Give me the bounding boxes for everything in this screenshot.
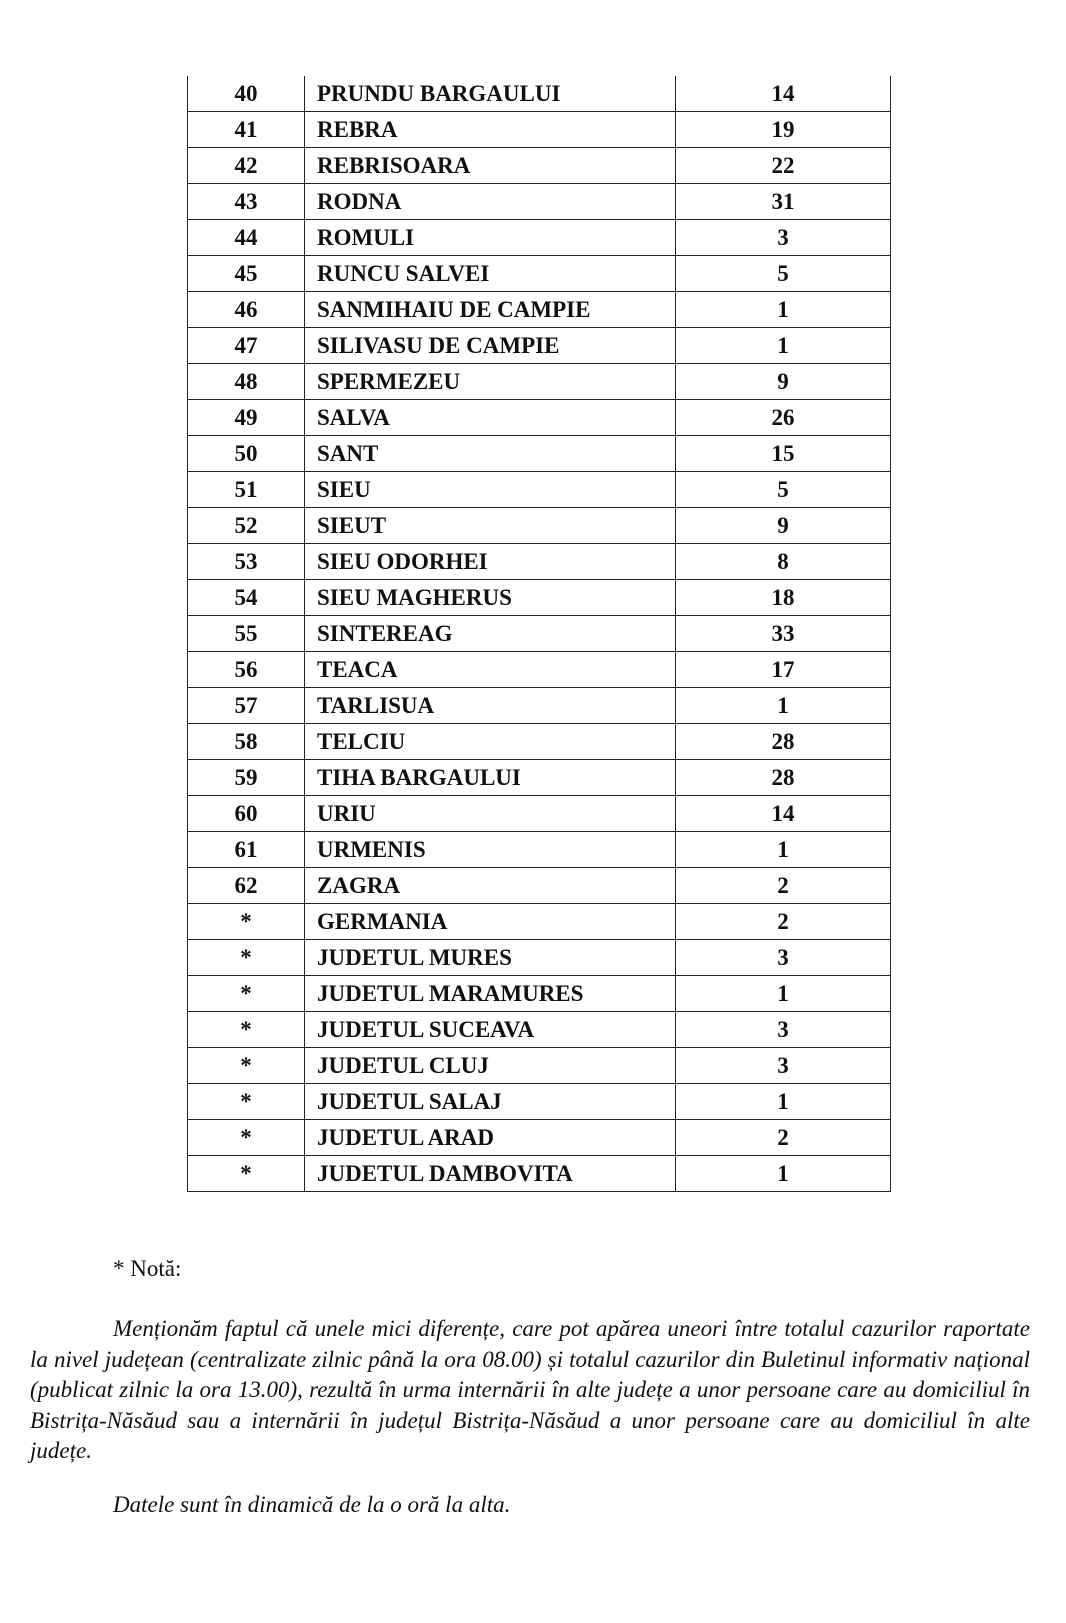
table-row (188, 760, 891, 796)
table-row (188, 256, 891, 292)
case-count: 5 (676, 472, 891, 508)
locality-name: TEACA (305, 652, 676, 688)
row-number: * (188, 1156, 305, 1192)
case-count: 33 (676, 616, 891, 652)
row-number: 42 (188, 148, 305, 184)
table-row (188, 76, 891, 112)
locality-name: TELCIU (305, 724, 676, 760)
table-row (188, 724, 891, 760)
case-count: 8 (676, 544, 891, 580)
locality-name: TARLISUA (305, 688, 676, 724)
case-count: 3 (676, 1012, 891, 1048)
locality-name: SIEUT (305, 508, 676, 544)
locality-name: SINTEREAG (305, 616, 676, 652)
locality-name: PRUNDU BARGAULUI (305, 76, 676, 112)
case-count: 28 (676, 724, 891, 760)
row-number: * (188, 904, 305, 940)
cases-table-body (188, 76, 891, 1192)
case-count: 17 (676, 652, 891, 688)
row-number: * (188, 1048, 305, 1084)
table-row (188, 508, 891, 544)
row-number: 59 (188, 760, 305, 796)
locality-name: JUDETUL SUCEAVA (305, 1012, 676, 1048)
case-count: 2 (676, 904, 891, 940)
table-row (188, 688, 891, 724)
locality-name: RUNCU SALVEI (305, 256, 676, 292)
table-row (188, 436, 891, 472)
case-count: 1 (676, 1156, 891, 1192)
table-row (188, 1048, 891, 1084)
row-number: 48 (188, 364, 305, 400)
table-row (188, 616, 891, 652)
locality-name: TIHA BARGAULUI (305, 760, 676, 796)
locality-name: JUDETUL SALAJ (305, 1084, 676, 1120)
locality-name: SPERMEZEU (305, 364, 676, 400)
case-count: 3 (676, 220, 891, 256)
row-number: 55 (188, 616, 305, 652)
case-count: 26 (676, 400, 891, 436)
table-row (188, 364, 891, 400)
row-number: 51 (188, 472, 305, 508)
case-count: 2 (676, 868, 891, 904)
row-number: 62 (188, 868, 305, 904)
row-number: * (188, 976, 305, 1012)
case-count: 1 (676, 328, 891, 364)
locality-name: URIU (305, 796, 676, 832)
case-count: 1 (676, 832, 891, 868)
case-count: 28 (676, 760, 891, 796)
case-count: 1 (676, 688, 891, 724)
table-row (188, 904, 891, 940)
locality-name: RODNA (305, 184, 676, 220)
row-number: 44 (188, 220, 305, 256)
case-count: 9 (676, 508, 891, 544)
case-count: 2 (676, 1120, 891, 1156)
table-row (188, 400, 891, 436)
case-count: 5 (676, 256, 891, 292)
row-number: 58 (188, 724, 305, 760)
locality-name: SILIVASU DE CAMPIE (305, 328, 676, 364)
locality-name: REBRA (305, 112, 676, 148)
table-row (188, 148, 891, 184)
case-count: 15 (676, 436, 891, 472)
row-number: 40 (188, 76, 305, 112)
locality-name: JUDETUL DAMBOVITA (305, 1156, 676, 1192)
table-row (188, 544, 891, 580)
case-count: 22 (676, 148, 891, 184)
cases-table (187, 76, 891, 1192)
note-title: * Notă: (113, 1256, 182, 1281)
row-number: 45 (188, 256, 305, 292)
locality-name: SANT (305, 436, 676, 472)
table-row (188, 292, 891, 328)
table-row (188, 652, 891, 688)
case-count: 14 (676, 796, 891, 832)
table-row (188, 940, 891, 976)
table-row (188, 1084, 891, 1120)
row-number: 56 (188, 652, 305, 688)
locality-name: JUDETUL MURES (305, 940, 676, 976)
row-number: 52 (188, 508, 305, 544)
row-number: * (188, 1084, 305, 1120)
table-row (188, 184, 891, 220)
locality-name: SIEU ODORHEI (305, 544, 676, 580)
table-row (188, 976, 891, 1012)
case-count: 18 (676, 580, 891, 616)
note-section (30, 1256, 1030, 1518)
row-number: 41 (188, 112, 305, 148)
row-number: * (188, 1012, 305, 1048)
locality-name: ZAGRA (305, 868, 676, 904)
locality-name: GERMANIA (305, 904, 676, 940)
table-row (188, 472, 891, 508)
case-count: 19 (676, 112, 891, 148)
case-count: 1 (676, 292, 891, 328)
row-number: 46 (188, 292, 305, 328)
row-number: 60 (188, 796, 305, 832)
table-row (188, 1012, 891, 1048)
locality-name: SALVA (305, 400, 676, 436)
table-row (188, 868, 891, 904)
row-number: * (188, 940, 305, 976)
row-number: 54 (188, 580, 305, 616)
case-count: 3 (676, 940, 891, 976)
row-number: 43 (188, 184, 305, 220)
case-count: 14 (676, 76, 891, 112)
case-count: 9 (676, 364, 891, 400)
table-row (188, 580, 891, 616)
table-row (188, 112, 891, 148)
case-count: 1 (676, 976, 891, 1012)
row-number: 49 (188, 400, 305, 436)
case-count: 3 (676, 1048, 891, 1084)
locality-name: REBRISOARA (305, 148, 676, 184)
table-row (188, 328, 891, 364)
row-number: 50 (188, 436, 305, 472)
case-count: 1 (676, 1084, 891, 1120)
table-row (188, 1120, 891, 1156)
locality-name: SANMIHAIU DE CAMPIE (305, 292, 676, 328)
row-number: 61 (188, 832, 305, 868)
locality-name: JUDETUL CLUJ (305, 1048, 676, 1084)
row-number: 53 (188, 544, 305, 580)
row-number: 47 (188, 328, 305, 364)
locality-name: JUDETUL MARAMURES (305, 976, 676, 1012)
table-row (188, 220, 891, 256)
case-count: 31 (676, 184, 891, 220)
row-number: 57 (188, 688, 305, 724)
table-row (188, 832, 891, 868)
locality-name: SIEU MAGHERUS (305, 580, 676, 616)
locality-name: SIEU (305, 472, 676, 508)
note-paragraph: Menționăm faptul că unele mici diferențe, care pot apărea uneori între totalul cazurilor raportate la nivel județean (centralizate zilnic până la ora 08.00) și totalul cazurilor din Buletinul informativ național (publicat zilnic la ora 13.00), rezultă în urma internării în alte județe a unor persoane care au domiciliul în Bistrița-Năsăud sau a internării în județul Bistrița-Năsăud a unor persoane care au domiciliul în alte județe. (30, 1316, 1030, 1463)
table-row (188, 1156, 891, 1192)
row-number: * (188, 1120, 305, 1156)
locality-name: ROMULI (305, 220, 676, 256)
locality-name: URMENIS (305, 832, 676, 868)
table-row (188, 796, 891, 832)
note-final-line: Datele sunt în dinamică de la o oră la alta. (113, 1491, 511, 1517)
locality-name: JUDETUL ARAD (305, 1120, 676, 1156)
